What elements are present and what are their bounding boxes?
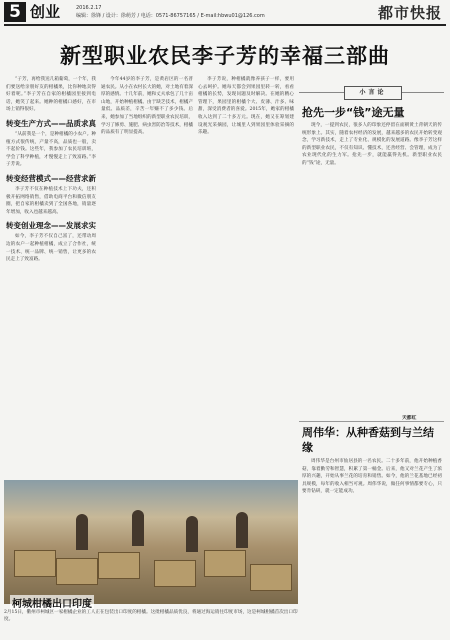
issue-date: 2016.2.17 (76, 5, 102, 11)
fruit-crate (98, 552, 140, 579)
worker-figure (132, 510, 144, 546)
news-photo (4, 480, 298, 604)
commentary-tag: 小言论 (344, 86, 402, 100)
issue-meta (76, 4, 265, 20)
fruit-crate (250, 564, 292, 591)
article-intro: “子芳，再给我送几箱葡萄，一个年，我们要送给亲朋好友的柑橘果，比你种地卖得好着呢。”李子芳在自家的柑橘园里接到电话，她笑了起来。她种的柑橘口感好，在市场上销得很好。 (6, 77, 96, 113)
section-title: 创业 (30, 3, 61, 21)
fruit-crate (56, 558, 98, 585)
worker-figure (76, 514, 88, 550)
main-story-column-3 (198, 76, 294, 476)
fruit-crate (14, 550, 56, 577)
header-divider (4, 24, 446, 26)
commentary-title: 抢先一步“钱”途无量 (302, 106, 405, 119)
page-headline: 新型职业农民李子芳的幸福三部曲 (60, 44, 390, 68)
newspaper-masthead: 都市快报 (377, 4, 442, 22)
article-paragraph: 李子芳说，种柑橘就像养孩子一样，要用心去呵护。她每天都会到果园里转一转，看看柑橘的长势，发现问题及时解决。在她的精心管理下，果园里的柑橘个大、皮薄、汁多、味甜，深受消费者的喜爱。2015年，她家的柑橘收入达到了二十多万元。现在，她又在筹划建设观光采摘园，让城里人到果园里体验采摘的乐趣。 (198, 77, 294, 136)
commentary-body (302, 122, 442, 410)
article-paragraph: 如今，李子芳不仅自己富了，还带动周边的农户一起种植柑橘，成立了合作社，统一技术、统一品牌、统一销售，让更多的农民走上了致富路。 (6, 234, 96, 263)
subheading-1: 转变生产方式——品质求真 (6, 118, 96, 128)
page-number: 5 (4, 2, 26, 22)
main-story-column-2 (101, 76, 193, 476)
worker-figure (236, 512, 248, 548)
photo-title: 柯城柑橘出口印度 (10, 595, 94, 610)
zhou-story-body (302, 458, 442, 634)
zhou-story-paragraph: 周伟华是台州市仙居县的一名农民。二十多年前，他开始种植香菇，靠着勤劳和智慧，积累了第一桶金。后来，他又对兰花产生了浓厚的兴趣，开始从事兰花的培育和销售。如今，他的兰花基地已经初具规模，每年的收入相当可观。周伟华说，做任何事情都要专心，只要肯钻研，就一定能成功。 (302, 459, 442, 495)
subheading-2: 转变经营模式——经营求新 (6, 173, 96, 183)
commentary-author: 天都红 (402, 416, 417, 421)
photo-caption: 2月15日，衢州市柯城区一家柑橘企业的工人正在包装出口印度的柑橘。这批柑橘品质优良，将通过海运销往印度市场，这是柯城柑橘首次出口印度。 (4, 610, 298, 623)
editor-line: 编辑：徐锋 / 设计：徐萌芳 / 电话：0571-86757165 / E-mail:hbwu01@126.com (76, 13, 265, 19)
section-divider (299, 421, 444, 422)
main-story-column-1 (6, 76, 96, 476)
article-paragraph: “从前我是一个，是种柑橘的小农户。种植方式很传统，产量不高，品质也一般，卖不起价钱。这些年，我参加了农民培训班，学会了科学种植，才慢慢走上了致富路。”李子芳说。 (6, 131, 96, 168)
subheading-3: 转变创业理念——发展求实 (6, 221, 96, 231)
fruit-crate (154, 560, 196, 587)
article-paragraph: 今年44岁的李子芳，是黄岩区的一名普通农民。从小在农村长大的她，对土地有着深厚的感情。十几年前，她和丈夫承包了几十亩山地，开始种植柑橘。由于缺乏技术，柑橘产量低、品质差，辛苦一年赚不了多少钱。后来，她参加了当地组织的新型职业农民培训，学习了修剪、施肥、病虫害防治等技术，柑橘的品质有了明显提高。 (101, 77, 193, 136)
fruit-crate (204, 550, 246, 577)
commentary-paragraph: 现今，一提到农民，很多人的印象还停留在面朝黄土背朝天的传统形象上。其实，随着农村经济的发展，越来越多的农民开始转变观念，学习新技术，走上了专业化、规模化的发展道路。像李子芳这样的新型职业农民，不仅有知识、懂技术，还善经营、会管理，成为了农业现代化的生力军。抢先一步，就能赢得先机。新型职业农民的“钱”途，无量。 (302, 123, 442, 166)
article-paragraph: 李子芳不仅在种植技术上下功夫，还积极开拓网络销售，借助电商平台和微信朋友圈，把自家的柑橘卖到了全国各地，销量逐年增加，收入也越来越高。 (6, 186, 96, 215)
worker-figure (186, 516, 198, 552)
zhou-story-title: 周伟华：从种香菇到与兰结缘 (302, 426, 434, 454)
